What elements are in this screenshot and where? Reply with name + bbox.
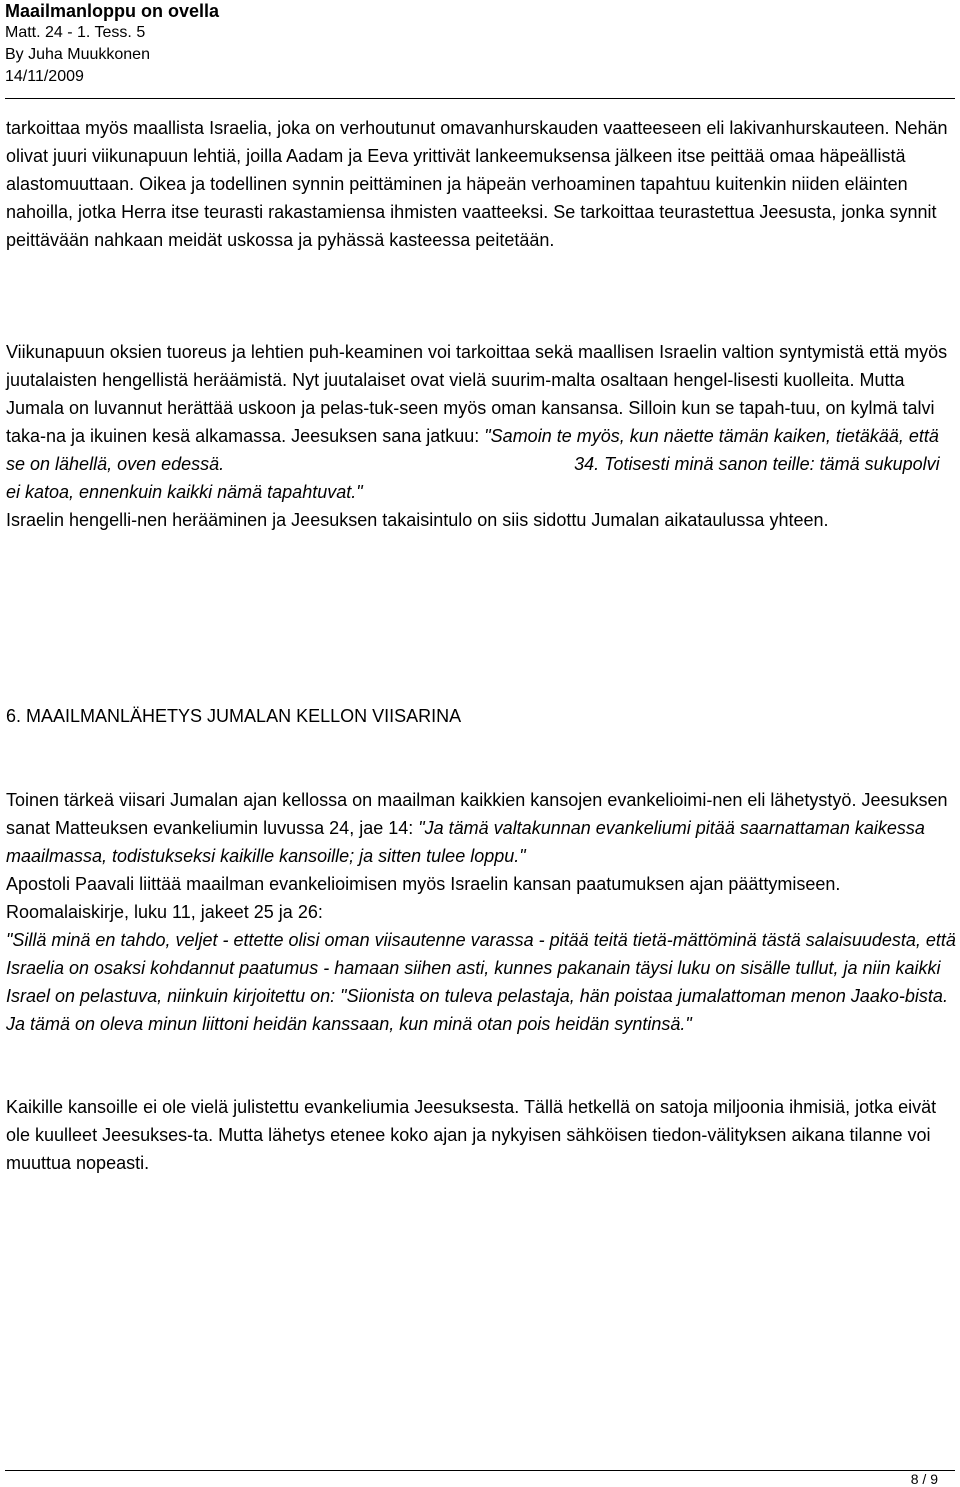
footer-divider (5, 1470, 955, 1471)
paragraph-spacer (6, 1038, 958, 1093)
paragraph-world-mission (6, 786, 958, 870)
author-line: By Juha Muukkonen (5, 46, 150, 63)
paragraph-fig-tree-budding (6, 338, 958, 506)
page-number: 8 / 9 (910, 1471, 938, 1487)
section-heading: 6. MAAILMANLÄHETYS JUMALAN KELLON VIISARINA (6, 706, 462, 726)
document-header (5, 0, 219, 88)
scripture-quote-matt-24-34: 34. Totisesti minä sanon teille: tämä sukupolvi ei katoa, ennenkuin kaikki nämä tapahtuvat." (6, 454, 940, 502)
publish-date: 14/11/2009 (5, 68, 84, 85)
scripture-reference: Matt. 24 - 1. Tess. 5 (5, 24, 146, 41)
scripture-quote-matt-24-14: "Ja tämä valtakunnan evankeliumi pitää saarnattaman kaikessa maailmassa, todistukseksi kaikille kansoille; ja sitten tulee loppu." (6, 818, 925, 866)
paragraph-text: Viikunapuun oksien tuoreus ja lehtien puh-keaminen voi tarkoittaa sekä maallisen Israelin valtion syntymistä että myös juutalaisten hengellistä heräämistä. Nyt juutalaiset ovat vielä suurim-malta osaltaan hengel-lisesti kuolleita. Mutta Jumala on luvannut herättää uskoon ja pelas-tuk-seen myös oman kansansa. Silloin kun se tapah-tuu, on kylmä talvi taka-na ja ikuinen kesä alkamassa. Jeesuksen sana jatkuu: (6, 342, 948, 446)
scripture-quote-matt-24-33: "Samoin te myös, kun näette tämän kaiken, tietäkää, että se on lähellä, oven edessä. (6, 426, 939, 474)
paragraph-text: Toinen tärkeä viisari Jumalan ajan kellossa on maailman kaikkien kansojen evankelioimi-nen eli lähetystyö. Jeesuksen sanat Matteuksen evankeliumin luvussa 24, jae 14: (6, 790, 948, 838)
scripture-quote-text: "Sillä minä en tahdo, veljet - ettette olisi oman viisautenne varassa - pitää teitä tietä-mättöminä tästä salaisuudesta, että Israelia on osaksi kohdannut paatumus - hamaan siihen asti, kunnes pakanain täysi luku on sisälle tullut, ja niin kaikki Israel on pelastuva, niinkuin kirjoitettu on: "Siionista on tuleva pelastaja, hän poistaa jumalattoman menon Jaako-bista. Ja tämä on oleva minun liittoni heidän kanssaan, kun minä otan pois heidän syntinsä." (6, 930, 956, 1034)
document-body (6, 114, 958, 1177)
heading-spacer (6, 730, 958, 786)
header-divider (5, 98, 955, 99)
paragraph-israel-awakening: Israelin hengelli-nen herääminen ja Jeesuksen takaisintulo on siis sidottu Jumalan aikataulussa yhteen. (6, 510, 829, 530)
section-spacer (6, 534, 958, 702)
paragraph-unreached-peoples: Kaikille kansoille ei ole vielä julistettu evankeliumia Jeesuksesta. Tällä hetkellä on satoja miljoonia ihmisiä, jotka eivät ole kuulleet Jeesukses-ta. Mutta lähetys etenee koko ajan ja nykyisen sähköisen tiedon-välityksen aikana tilanne voi muuttua nopeasti. (6, 1097, 937, 1173)
paragraph-spacer (6, 254, 958, 338)
paragraph-fig-tree-israel: tarkoittaa myös maallista Israelia, joka on verhoutunut omavanhurskauden vaatteeseen eli lakivanhurskauteen. Nehän olivat juuri viikunapuun lehtiä, joilla Aadam ja Eeva yrittivät lankeemuksensa jälkeen itse peittää omaa häpeällistä alastomuuttaan. Oikea ja todellinen synnin peittäminen ja häpeän verhoaminen tapahtuu kuitenkin niiden eläinten nahoilla, jotka Herra itse teurasti rakastamiensa ihmisten vaatteeksi. Se tarkoittaa teurastettua Jeesusta, jonka synnit peittävään nahkaan meidät uskossa ja pyhässä kasteessa peitetään. (6, 118, 948, 250)
scripture-quote-romans-11 (6, 926, 958, 1038)
document-title: Maailmanloppu on ovella (5, 1, 220, 21)
paragraph-paul-romans: Apostoli Paavali liittää maailman evankelioimisen myös Israelin kansan paatumuksen ajan päättymiseen. Roomalaiskirje, luku 11, jakeet 25 ja 26: (6, 874, 841, 922)
